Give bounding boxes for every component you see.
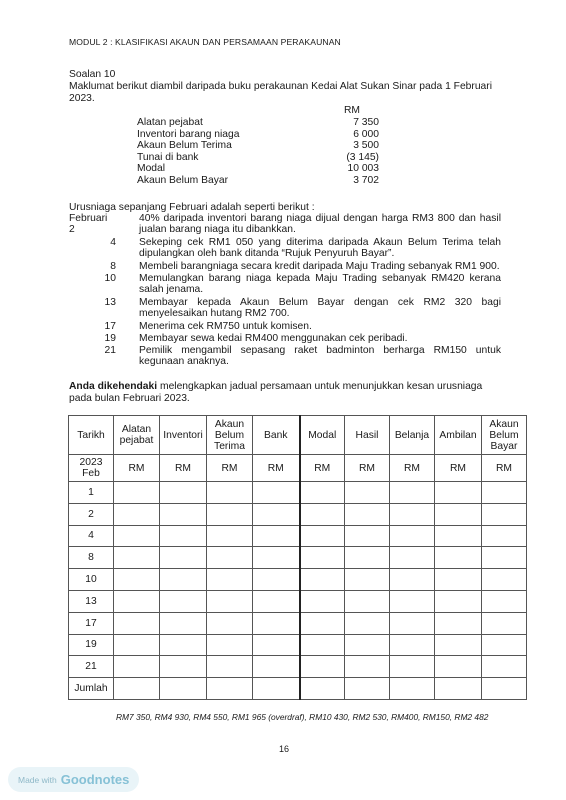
table-cell[interactable]: [160, 590, 207, 612]
page-number: 16: [279, 744, 290, 754]
table-row: [69, 547, 527, 569]
row-date: 17: [69, 612, 114, 634]
transaction-date: 19: [104, 333, 116, 344]
question-title: Soalan 10: [69, 69, 116, 80]
unit-label: RM: [300, 455, 345, 482]
column-header: Hasil: [345, 416, 390, 455]
balance-item-name: Akaun Belum Terima: [137, 140, 232, 152]
column-header: Inventori: [160, 416, 207, 455]
badge-prefix: Made with: [18, 774, 57, 785]
table-cell[interactable]: [114, 678, 160, 700]
balance-item-value: (3 145): [346, 151, 379, 163]
table-cell[interactable]: [160, 525, 207, 547]
table-cell[interactable]: [114, 590, 160, 612]
table-cell[interactable]: [207, 503, 253, 525]
table-cell[interactable]: [435, 482, 482, 504]
table-cell[interactable]: [345, 590, 390, 612]
table-cell[interactable]: [253, 612, 300, 634]
transaction-text: Membayar sewa kedai RM400 menggunakan cek peribadi.: [139, 333, 408, 344]
table-cell[interactable]: [160, 503, 207, 525]
column-header: Akaun Belum Terima: [207, 416, 253, 455]
table-cell[interactable]: [160, 656, 207, 678]
question-intro: Maklumat berikut diambil daripada buku perakaunan Kedai Alat Sukan Sinar pada 1 Februari 2023.: [69, 81, 493, 104]
table-cell[interactable]: [435, 503, 482, 525]
table-cell[interactable]: [253, 547, 300, 569]
table-cell[interactable]: [300, 656, 345, 678]
table-cell[interactable]: [253, 569, 300, 591]
table-cell[interactable]: [345, 547, 390, 569]
column-header: Alatan pejabat: [114, 416, 160, 455]
table-cell[interactable]: [482, 634, 527, 656]
table-cell[interactable]: [390, 547, 435, 569]
table-cell[interactable]: [300, 525, 345, 547]
unit-label: RM: [482, 455, 527, 482]
transaction-date: 4: [110, 237, 116, 248]
unit-label: RM: [435, 455, 482, 482]
balance-currency-header: RM: [344, 105, 361, 116]
row-date: 4: [69, 525, 114, 547]
row-date: 10: [69, 569, 114, 591]
row-date: 19: [69, 634, 114, 656]
table-cell[interactable]: [435, 569, 482, 591]
table-cell[interactable]: [435, 612, 482, 634]
table-cell[interactable]: [207, 612, 253, 634]
table-cell[interactable]: [482, 612, 527, 634]
table-cell[interactable]: [160, 569, 207, 591]
table-cell[interactable]: [300, 678, 345, 700]
table-cell[interactable]: [160, 482, 207, 504]
balance-item-name: Akaun Belum Bayar: [137, 174, 229, 186]
table-cell[interactable]: [482, 525, 527, 547]
table-cell[interactable]: [482, 482, 527, 504]
table-cell[interactable]: [435, 656, 482, 678]
table-cell[interactable]: [482, 656, 527, 678]
table-cell[interactable]: [482, 503, 527, 525]
task-text: melengkapkan jadual persamaan untuk menunjukkan kesan urusniaga pada bulan Februari 2023.: [69, 381, 483, 404]
table-row: [69, 503, 527, 525]
table-cell[interactable]: [207, 678, 253, 700]
table-cell[interactable]: [160, 612, 207, 634]
column-header: Bank: [253, 416, 300, 455]
date-subheader: 2023 Feb: [69, 455, 114, 482]
column-header: Akaun Belum Bayar: [482, 416, 527, 455]
table-cell[interactable]: [345, 678, 390, 700]
unit-label: RM: [390, 455, 435, 482]
table-cell[interactable]: [207, 656, 253, 678]
balance-item-value: 10 003: [347, 163, 379, 175]
table-cell[interactable]: [390, 482, 435, 504]
balance-item-name: Modal: [137, 163, 166, 175]
transaction-date: Februari 2: [69, 213, 108, 236]
table-cell[interactable]: [207, 569, 253, 591]
table-cell[interactable]: [300, 612, 345, 634]
answer-hint: RM7 350, RM4 930, RM4 550, RM1 965 (overdraf), RM10 430, RM2 530, RM400, RM150, RM2 482: [116, 712, 489, 722]
table-cell[interactable]: [390, 656, 435, 678]
table-cell[interactable]: [482, 547, 527, 569]
task-instruction: [69, 381, 499, 404]
table-cell[interactable]: [114, 525, 160, 547]
table-cell[interactable]: [345, 634, 390, 656]
table-row: [69, 482, 527, 504]
table-cell[interactable]: [390, 590, 435, 612]
table-cell[interactable]: [390, 678, 435, 700]
balance-item-value: 3 702: [353, 174, 379, 186]
table-row: [69, 634, 527, 656]
column-header: Modal: [300, 416, 345, 455]
table-row: [69, 656, 527, 678]
table-cell[interactable]: [435, 634, 482, 656]
unit-label: RM: [207, 455, 253, 482]
table-cell[interactable]: [253, 482, 300, 504]
transaction-date: 21: [104, 345, 116, 356]
balance-item-value: 6 000: [353, 128, 379, 140]
table-cell[interactable]: [435, 547, 482, 569]
transaction-text: Membayar kepada Akaun Belum Bayar dengan cek RM2 320 bagi menyelesaikan hutang RM2 700.: [139, 297, 501, 320]
transaction-text: Memulangkan barang niaga kepada Maju Trading sebanyak RM420 kerana salah jenama.: [139, 273, 501, 296]
table-cell[interactable]: [390, 569, 435, 591]
table-cell[interactable]: [253, 503, 300, 525]
table-cell[interactable]: [114, 547, 160, 569]
transaction-text: Pemilik mengambil sepasang raket badminton berharga RM150 untuk kegunaan anaknya.: [139, 345, 501, 368]
balance-item-value: 3 500: [353, 140, 379, 152]
table-cell[interactable]: [207, 482, 253, 504]
table-cell[interactable]: [300, 634, 345, 656]
table-cell[interactable]: [114, 482, 160, 504]
table-cell[interactable]: [345, 569, 390, 591]
unit-label: RM: [253, 455, 300, 482]
table-cell[interactable]: [390, 503, 435, 525]
column-header: Belanja: [390, 416, 435, 455]
table-cell[interactable]: [114, 503, 160, 525]
transaction-text: Membeli barangniaga secara kredit daripada Maju Trading sebanyak RM1 900.: [139, 261, 500, 272]
balance-item-name: Alatan pejabat: [137, 117, 203, 128]
page-header: MODUL 2 : KLASIFIKASI AKAUN DAN PERSAMAAN PERAKAUNAN: [69, 37, 341, 47]
table-cell[interactable]: [253, 525, 300, 547]
table-cell[interactable]: [390, 612, 435, 634]
balance-item-value: 7 350: [353, 117, 379, 128]
goodnotes-badge[interactable]: [8, 767, 139, 792]
row-date: 8: [69, 547, 114, 569]
table-cell[interactable]: [300, 503, 345, 525]
table-cell[interactable]: [160, 634, 207, 656]
balance-values: [335, 117, 379, 187]
row-date: Jumlah: [69, 678, 114, 700]
table-cell[interactable]: [390, 525, 435, 547]
table-cell[interactable]: [207, 590, 253, 612]
table-row: [69, 569, 527, 591]
transaction-text: 40% daripada inventori barang niaga dijual dengan harga RM3 800 dan hasil jualan barang niaga itu dibankkan.: [139, 213, 501, 236]
unit-label: RM: [114, 455, 160, 482]
table-row: [69, 590, 527, 612]
table-cell[interactable]: [482, 590, 527, 612]
goodnotes-logo: Goodnotes: [60, 772, 130, 787]
table-cell[interactable]: [160, 678, 207, 700]
table-cell[interactable]: [390, 634, 435, 656]
table-cell[interactable]: [253, 656, 300, 678]
table-cell[interactable]: [207, 634, 253, 656]
table-cell[interactable]: [253, 678, 300, 700]
balance-item-name: Inventori barang niaga: [137, 128, 240, 140]
table-cell[interactable]: [345, 503, 390, 525]
table-cell[interactable]: [114, 634, 160, 656]
balance-names: [137, 117, 239, 187]
table-cell[interactable]: [435, 525, 482, 547]
column-header: Ambilan: [435, 416, 482, 455]
table-cell[interactable]: [345, 525, 390, 547]
balance-item-name: Tunai di bank: [137, 151, 199, 163]
table-cell[interactable]: [300, 547, 345, 569]
row-date: 1: [69, 482, 114, 504]
transactions-intro: Urusniaga sepanjang Februari adalah seperti berikut :: [69, 202, 315, 213]
unit-label: RM: [345, 455, 390, 482]
transaction-text: Menerima cek RM750 untuk komisen.: [139, 321, 312, 332]
table-cell[interactable]: [435, 678, 482, 700]
unit-label: RM: [160, 455, 207, 482]
table-cell[interactable]: [300, 569, 345, 591]
table-row: [69, 678, 527, 700]
table-cell[interactable]: [435, 590, 482, 612]
table-cell[interactable]: [300, 590, 345, 612]
table-cell[interactable]: [300, 482, 345, 504]
row-date: 21: [69, 656, 114, 678]
task-bold: Anda dikehendaki: [69, 381, 158, 392]
transaction-date: 8: [110, 261, 116, 272]
transaction-date: 13: [104, 297, 116, 308]
table-cell[interactable]: [253, 634, 300, 656]
transaction-date: 10: [104, 273, 116, 284]
column-header: Tarikh: [69, 416, 114, 455]
equation-table: [68, 415, 527, 700]
table-row: [69, 612, 527, 634]
transaction-text: Sekeping cek RM1 050 yang diterima daripada Akaun Belum Terima telah dipulangkan oleh bank ditanda “Rujuk Penyuruh Bayar”.: [139, 237, 501, 260]
table-cell[interactable]: [160, 547, 207, 569]
table-cell[interactable]: [345, 656, 390, 678]
row-date: 2: [69, 503, 114, 525]
table-cell[interactable]: [114, 569, 160, 591]
table-cell[interactable]: [207, 525, 253, 547]
table-cell[interactable]: [253, 590, 300, 612]
table-cell[interactable]: [114, 612, 160, 634]
table-cell[interactable]: [482, 569, 527, 591]
row-date: 13: [69, 590, 114, 612]
table-cell[interactable]: [114, 656, 160, 678]
transaction-date: 17: [104, 321, 116, 332]
table-row: [69, 525, 527, 547]
table-cell[interactable]: [482, 678, 527, 700]
table-cell[interactable]: [345, 612, 390, 634]
table-cell[interactable]: [345, 482, 390, 504]
table-cell[interactable]: [207, 547, 253, 569]
